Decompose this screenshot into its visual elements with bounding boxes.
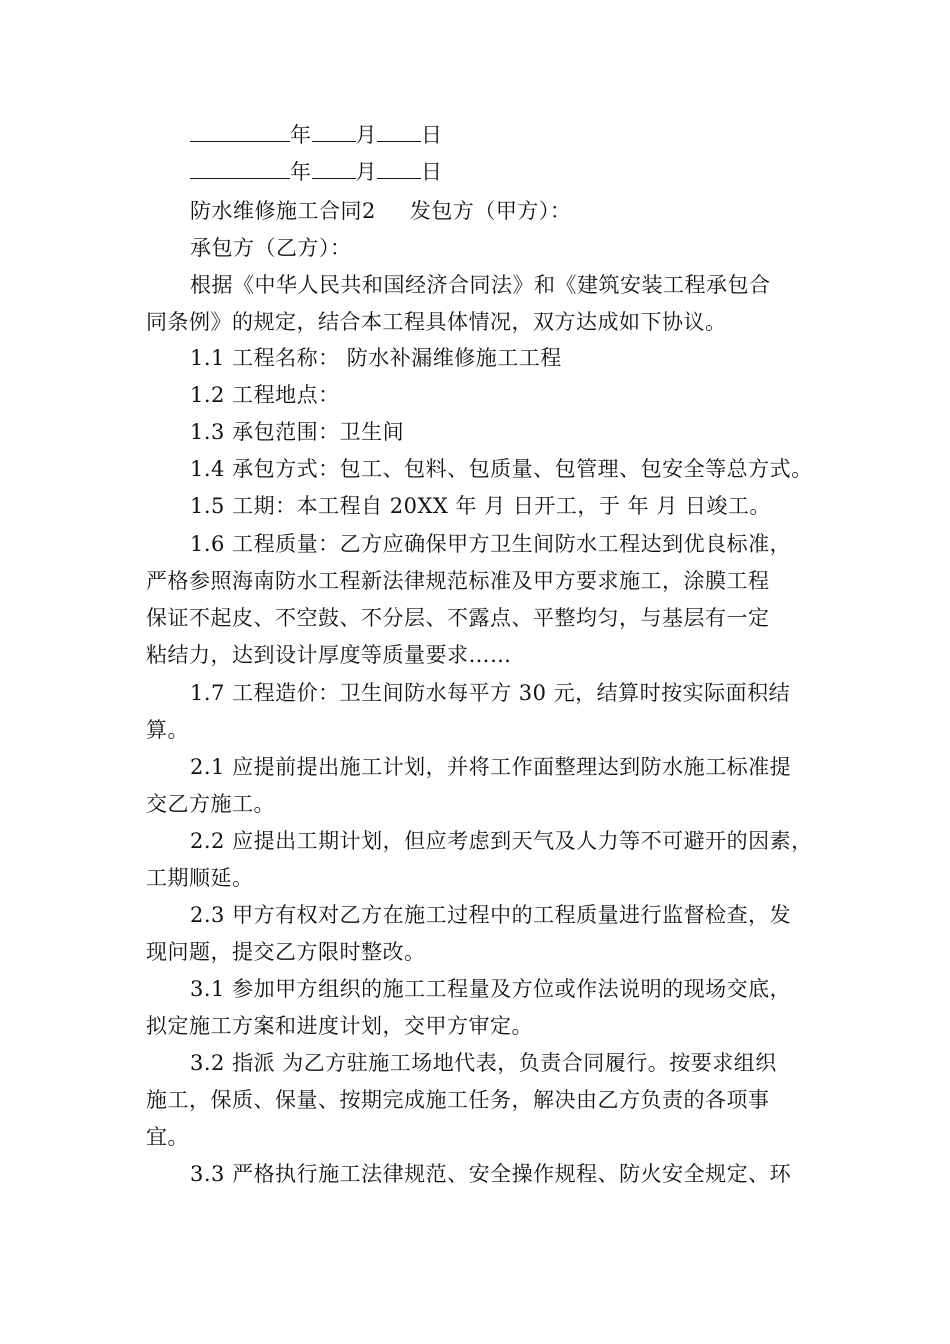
clause-2-3: 2.3 甲方有权对乙方在施工过程中的工程质量进行监督检查，发 [190,903,792,927]
paragraph-line: 粘结力，达到设计厚度等质量要求…… [146,643,512,667]
clause-1-2: 1.2 工程地点： [190,383,340,407]
clause-1-7: 1.7 工程造价：卫生间防水每平方 30 元，结算时按实际面积结 [190,681,791,705]
clause-1-4: 1.4 承包方式：包工、包料、包质量、包管理、包安全等总方式。 [190,457,813,481]
paragraph-line: 交乙方施工。 [146,792,275,816]
clause-3-2: 3.2 指派 为乙方驻施工场地代表，负责合同履行。按要求组织 [190,1051,777,1075]
clause-1-5: 1.5 工期：本工程自 20XX 年 月 日开工，于 年 月 日竣工。 [190,494,771,518]
clause-1-1: 1.1 工程名称： 防水补漏维修施工工程 [190,346,562,370]
paragraph-line: 严格参照海南防水工程新法律规范标准及甲方要求施工，涂膜工程 [146,569,770,593]
year-label: 年 [290,123,312,147]
paragraph-line: 工期顺延。 [146,866,254,890]
blank-underline [377,121,421,142]
paragraph-line: 拟定施工方案和进度计划，交甲方审定。 [146,1014,533,1038]
blank-underline [312,121,356,142]
clause-1-6: 1.6 工程质量：乙方应确保甲方卫生间防水工程达到优良标准， [190,532,792,556]
month-label: 月 [355,123,377,147]
month-label: 月 [355,160,377,184]
clause-3-1: 3.1 参加甲方组织的施工工程量及方位或作法说明的现场交底， [190,977,792,1001]
paragraph-line: 施工，保质、保量、按期完成施工任务，解决由乙方负责的各项事 [146,1088,770,1112]
paragraph-line: 宜。 [146,1125,189,1149]
paragraph-line: 算。 [146,718,189,742]
day-label: 日 [421,123,443,147]
blank-underline [190,121,290,142]
paragraph-line: 根据《中华人民共和国经济合同法》和《建筑安装工程承包合 [190,273,771,297]
paragraph-line: 现问题，提交乙方限时整改。 [146,940,426,964]
clause-2-2: 2.2 应提出工期计划，但应考虑到天气及人力等不可避开的因素， [190,829,813,853]
title-line [190,196,571,226]
paragraph-line: 保证不起皮、不空鼓、不分层、不露点、平整均匀，与基层有一定 [146,606,770,630]
party-a-label: 发包方（甲方）： [409,199,572,223]
paragraph-line: 同条例》的规定，结合本工程具体情况，双方达成如下协议。 [146,310,727,334]
document-title: 防水维修施工合同2 [190,199,376,223]
party-b-label: 承包方（乙方）： [190,236,352,260]
year-label: 年 [290,160,312,184]
clause-1-3: 1.3 承包范围：卫生间 [190,420,405,444]
date-line [190,120,443,150]
clause-3-3: 3.3 严格执行施工法律规范、安全操作规程、防火安全规定、环 [190,1162,792,1186]
date-line [190,157,443,187]
blank-underline [190,158,290,179]
day-label: 日 [421,160,443,184]
blank-underline [377,158,421,179]
clause-2-1: 2.1 应提前提出施工计划，并将工作面整理达到防水施工标准提 [190,755,792,779]
blank-underline [312,158,356,179]
